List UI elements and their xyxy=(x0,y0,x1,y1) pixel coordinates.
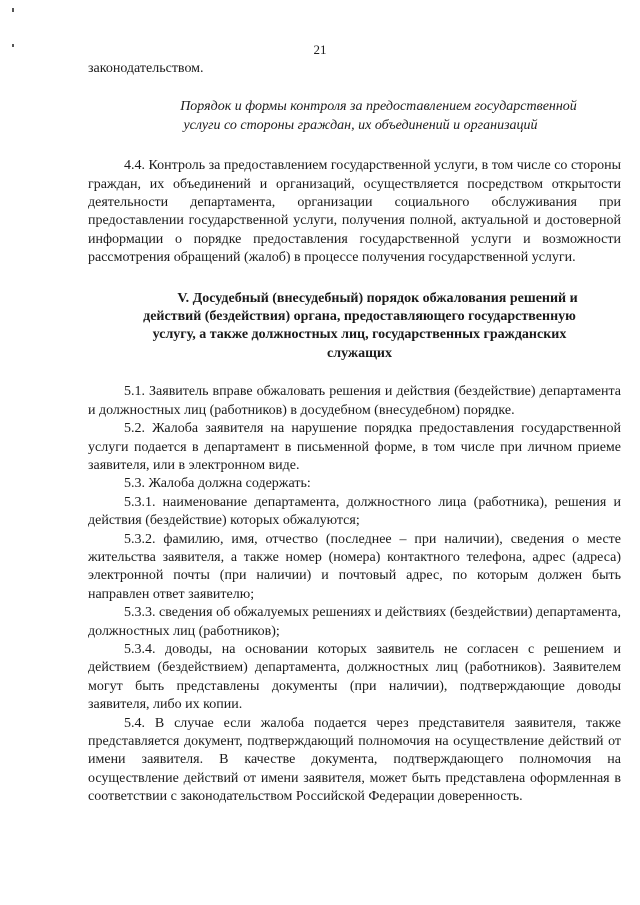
paragraph-5-3-1: 5.3.1. наименование департамента, должностного лица (работника), решения и действия (бездействие) которых обжалуются; xyxy=(88,494,621,529)
paragraph-4-4: 4.4. Контроль за предоставлением государственной услуги, в том числе со стороны граждан, их объединений и организаций, осуществляется посредством открытости деятельности департамента, организации социального обслуживания при предоставлении государственной услуги, получения полной, актуальной и достоверной информации о порядке предоставления государственной услуги и возможности рассмотрения обращений (жалоб) в процессе получения государственной услуги. xyxy=(88,158,621,266)
paragraph-5-4: 5.4. В случае если жалоба подается через представителя заявителя, также представляется документ, подтверждающий полномочия на осуществление действий от имени заявителя. В качестве документа, подтверждающего полномочия на осуществление действий от имени заявителя, может быть представлена оформленная в соответствии с законодательством Российской Федерации доверенность. xyxy=(88,715,621,805)
paragraph-5-3-4: 5.3.4. доводы, на основании которых заявитель не согласен с решением и действием (бездействием) департамента, должностных лиц (работников). Заявителем могут быть представлены документы (при наличии), подтверждающие доводы заявителя, либо их копии. xyxy=(88,641,621,713)
paragraph-5-1: 5.1. Заявитель вправе обжаловать решения и действия (бездействие) департамента и должностных лиц (работников) в досудебном (внесудебном) порядке. xyxy=(88,384,621,418)
document-body xyxy=(88,60,621,807)
section-subheading: Порядок и формы контроля за предоставлением государственной услуги со стороны граждан, их объединений и организаций xyxy=(180,99,577,133)
carryover-text: законодательством. xyxy=(88,61,204,76)
section-title: V. Досудебный (внесудебный) порядок обжалования решений и действий (бездействия) органа, предоставляющего государственную услугу, а также должностных лиц, государственных гражданских служащих xyxy=(143,290,578,361)
page-number: 21 xyxy=(313,42,327,57)
paragraph-5-3-3: 5.3.3. сведения об обжалуемых решениях и действиях (бездействии) департамента, должностных лиц (работников); xyxy=(88,605,621,639)
paragraph-5-3-2: 5.3.2. фамилию, имя, отчество (последнее – при наличии), сведения о месте жительства заявителя, а также номер (номера) контактного телефона, адрес (адреса) электронной почты (при наличии) и почтовый адрес, по которым должен быть направлен ответ заявителю; xyxy=(88,531,621,602)
paragraph-5-2: 5.2. Жалоба заявителя на нарушение порядка предоставления государственной услуги подается в департамент в письменной форме, в том числе при личном приеме заявителя, или в электронном виде. xyxy=(88,421,621,473)
paragraph-5-3: 5.3. Жалоба должна содержать: xyxy=(124,476,311,492)
